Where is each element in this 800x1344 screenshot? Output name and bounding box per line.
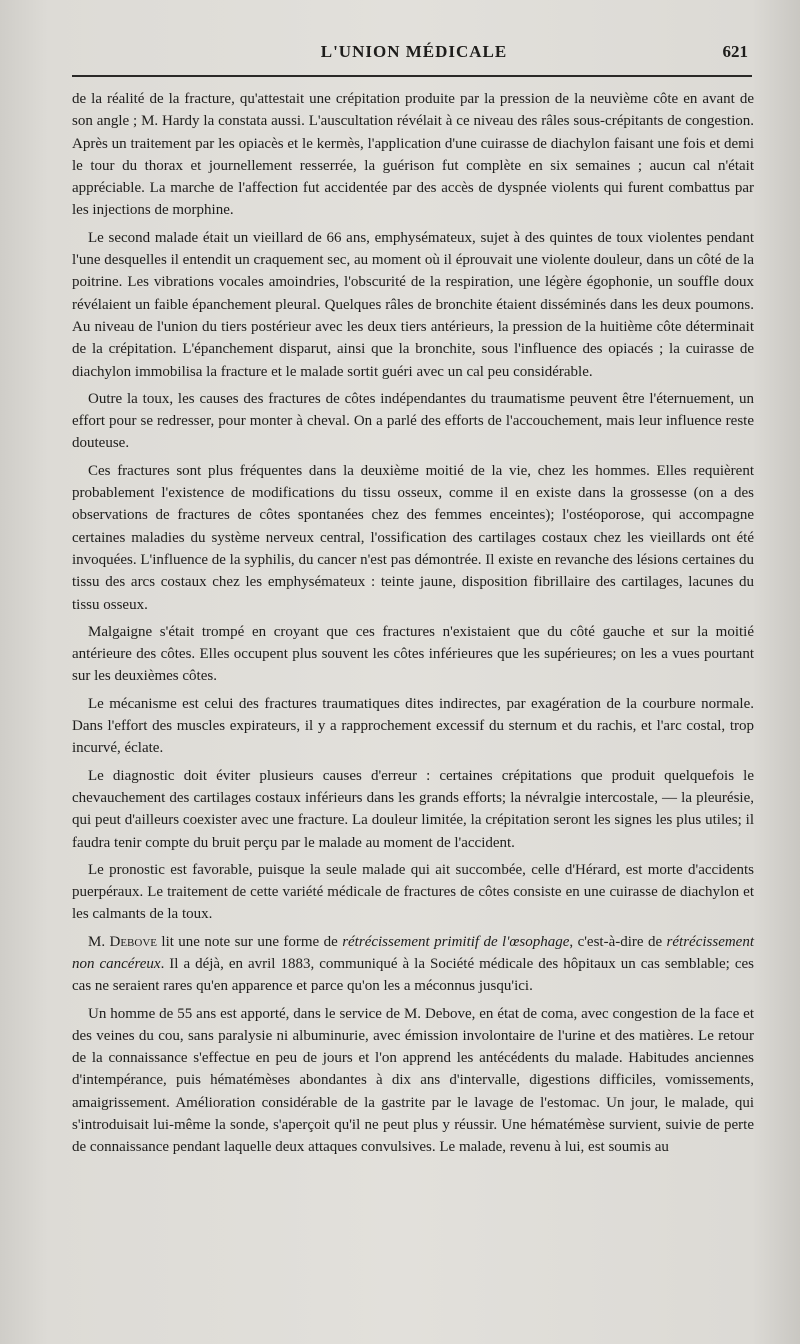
- paragraph-5: Malgaigne s'était trompé en croyant que ces fractures n'existaient que du côté gauche et sur la moitié antérieure des côtes. Elles occupent plus souvent les côtes inférieures que les supérieures; on les a vues pourtant sur les deuxièmes côtes.: [72, 623, 754, 685]
- speaker-name: M. Debove: [88, 933, 157, 950]
- paragraph-3: Outre la toux, les causes des fractures de côtes indépendantes du traumatisme peuvent être l'éternuement, un effort pour se redresser, pour monter à cheval. On a parlé des efforts de l'accouchement, mais leur influence reste douteuse.: [72, 390, 754, 452]
- article-body: [72, 88, 754, 1164]
- paragraph-case: Un homme de 55 ans est apporté, dans le service de M. Debove, en état de coma, avec congestion de la face et des veines du cou, sans paralysie ni albuminurie, avec émission involontaire de l'urine et des matières. Le retour de la connaissance s'effectue en peu de jours et l'on apprend les antécédents du malade. Habitudes anciennes d'intempérance, puis hématémèses abondantes à dix ans d'intervalle, digestions difficiles, vomissements, amaigrissement. Amélioration considérable de la gastrite par le lavage de l'estomac. Un jour, le malade, qui s'introduisait lui-même la sonde, s'aperçoit qu'il ne peut plus y réussir. Une hématémèse survient, suivie de perte de connaissance pendant laquelle deux attaques convulsives. Le malade, revenu à lui, est soumis au: [72, 1005, 754, 1156]
- debove-text-2: , c'est-à-dire de: [569, 933, 667, 950]
- paragraph-debove: [72, 931, 754, 998]
- debove-subtitle: rétrécissement non cancéreux: [72, 933, 755, 972]
- paragraph-8: Le pronostic est favorable, puisque la seule malade qui ait succombée, celle d'Hérard, est morte d'accidents puerpéraux. Le traitement de cette variété médicale de fractures de côtes consiste en une cuirasse de diachylon et les calmants de la toux.: [72, 861, 754, 923]
- paragraph-4: Ces fractures sont plus fréquentes dans la deuxième moitié de la vie, chez les hommes. Elles requièrent probablement l'existence de modifications du tissu osseux, comme il en existe dans la grossesse (on a des observations de fractures de côtes spontanées chez des femmes enceintes); l'ostéoporose, qui accompagne certaines maladies du système nerveux central, l'ossification des cartilages costaux chez les vieillards ont été invoquées. L'influence de la syphilis, du cancer n'est pas démontrée. Il existe en revanche des lésions certaines du tissu des arcs costaux chez les emphysémateux : teinte jaune, disposition fibrillaire des cartilages, lacunes du tissu osseux.: [72, 462, 754, 613]
- debove-title: rétrécissement primitif de l'œsophage: [342, 933, 570, 950]
- running-header: [74, 36, 754, 66]
- paragraph-2: Le second malade était un vieillard de 66 ans, emphysémateux, sujet à des quintes de toux violentes pendant l'une desquelles il entendit un craquement sec, au moment où il éprouvait une violente douleur, dans un côté de la poitrine. Les vibrations vocales amoindries, l'obscurité de la respiration, une légère égophonie, un souffle doux révélaient un faible épanchement pleural. Quelques râles de bronchite étaient disséminés dans les deux poumons. Au niveau de l'union du tiers postérieur avec les deux tiers antérieurs, la pression de la huitième côte déterminait de la crépitation. L'épanchement disparut, ainsi que la bronchite, sous l'influence des opiacés ; la cuirasse de diachylon immobilisa la fracture et le malade sortit guéri avec un cal peu considérable.: [72, 229, 754, 380]
- paragraph-1: de la réalité de la fracture, qu'attestait une crépitation produite par la pression de la neuvième côte en avant de son angle ; M. Hardy la constata aussi. L'auscultation révélait à ce niveau des râles sous-crépitants de congestion. Après un traitement par les opiacès et le kermès, l'application d'une cuirasse de diachylon faisant une fois et demi le tour du thorax et journellement resserrée, la guérison fut complète en six semaines ; aucun cal n'était appréciable. La marche de l'affection fut accidentée par des accès de dyspnée violents qui furent combattus par les injections de morphine.: [72, 91, 754, 219]
- paragraph-7: Le diagnostic doit éviter plusieurs causes d'erreur : certaines crépitations que produit quelquefois le chevauchement des cartilages costaux inférieurs dans les grands efforts; la névralgie intercostale, — la pleurésie, qui peut d'ailleurs coexister avec une fracture. La douleur limitée, la crépitation seront les signes les plus utiles; il faudra tenir compte du bruit perçu par le malade au moment de l'accident.: [72, 767, 754, 851]
- debove-text-1: lit une note sur une forme de: [157, 933, 343, 950]
- header-rule: [72, 75, 752, 77]
- journal-title: L'UNION MÉDICALE: [320, 42, 508, 61]
- page-number: 621: [722, 42, 748, 61]
- paragraph-6: Le mécanisme est celui des fractures traumatiques dites indirectes, par exagération de la courbure normale. Dans l'effort des muscles expirateurs, il y a rapprochement excessif du sternum et du rachis, et l'arc costal, trop incurvé, éclate.: [72, 695, 754, 757]
- debove-text-3: . Il a déjà, en avril 1883, communiqué à la Société médicale des hôpitaux un cas semblable; ces cas ne seraient rares qu'en apparence et parce qu'on les a méconnus jusqu'ici.: [72, 955, 754, 995]
